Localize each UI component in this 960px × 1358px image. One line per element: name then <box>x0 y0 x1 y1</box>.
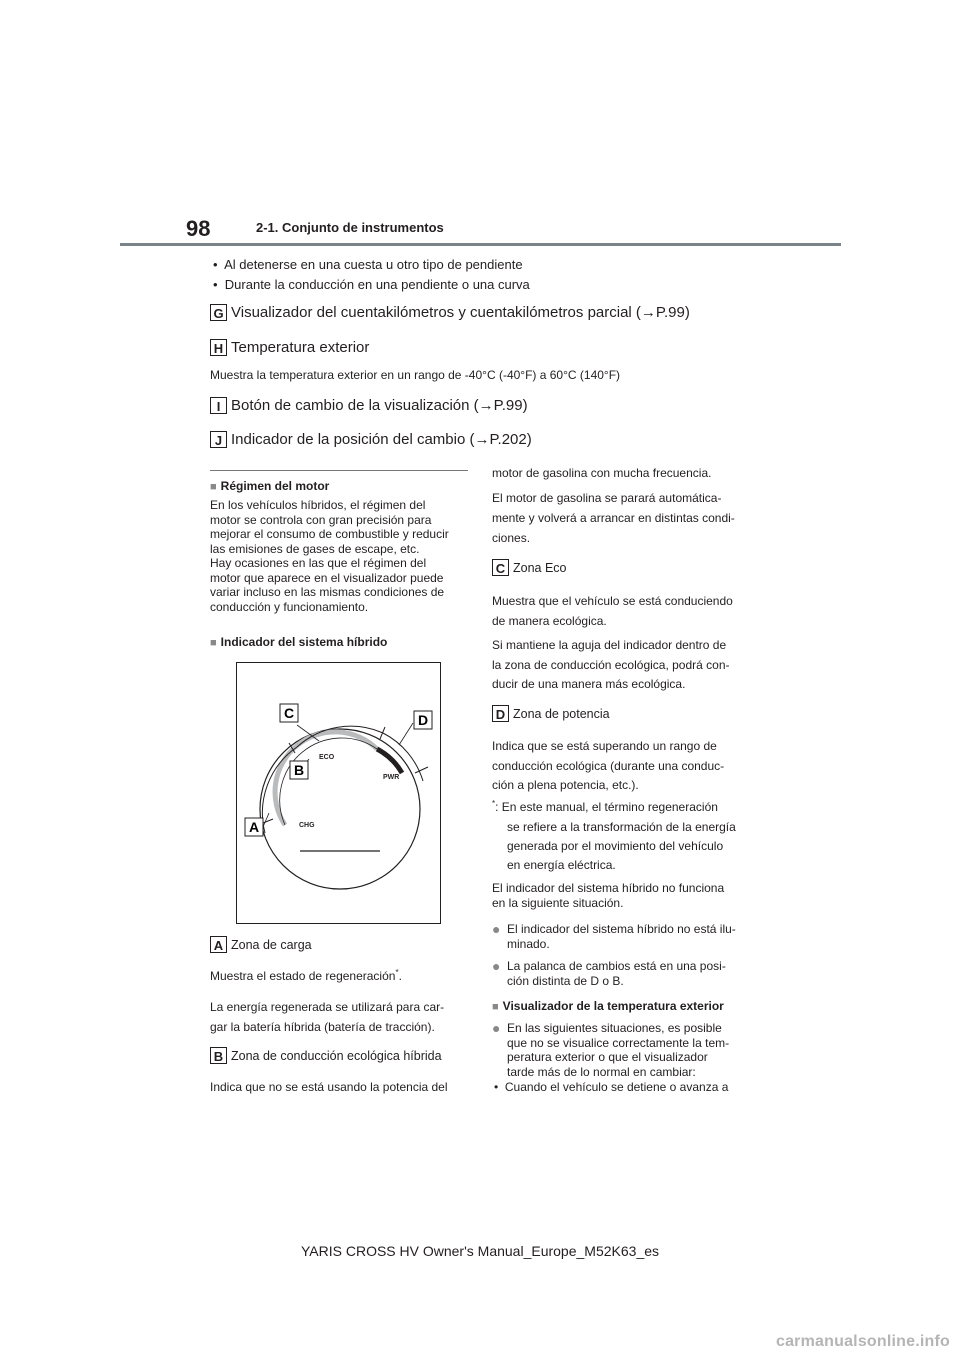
footnote-line3: generada por el movimiento del vehículo <box>507 839 724 853</box>
circle-bullet-icon: ● <box>492 1020 501 1036</box>
manual-footer: YARIS CROSS HV Owner's Manual_Europe_M52K63_es <box>300 1243 660 1259</box>
zone-c-line5: ducir de una manera más ecológica. <box>492 677 686 691</box>
page-number: 98 <box>186 216 211 241</box>
hybrid-title: ■ Indicador del sistema híbrido <box>210 635 388 649</box>
top-bullet-1: • Al detenerse en una cuesta u otro tipo de pendiente <box>213 257 523 272</box>
circle-bullet-icon: ● <box>492 958 501 974</box>
chg-label: CHG <box>299 822 315 829</box>
key-i: I <box>210 397 227 414</box>
eco-label: ECO <box>319 754 335 761</box>
pwr-label: PWR <box>383 774 400 781</box>
key-h: H <box>210 339 227 356</box>
right-line4: ciones. <box>492 531 531 545</box>
temp-title: ■ Visualizador de la temperatura exterior <box>492 999 724 1013</box>
zone-c-line3: Si mantiene la aguja del indicador dentro de <box>492 638 727 652</box>
zone-a-line2: gar la batería híbrida (batería de tracción). <box>210 1020 435 1034</box>
item-g: G Visualizador del cuentakilómetros y cuentakilómetros parcial (→P.99) <box>210 304 690 322</box>
footnote-line2: se refiere a la transformación de la energía <box>507 820 736 834</box>
item-h: H Temperatura exterior <box>210 339 369 357</box>
footnote-line4: en energía eléctrica. <box>507 858 616 872</box>
diagram-key-b: B <box>293 762 305 778</box>
right-line1: motor de gasolina con mucha frecuencia. <box>492 466 712 480</box>
zone-c-line1: Muestra que el vehículo se está conduciendo <box>492 594 733 608</box>
zone-d: D Zona de potencia <box>492 706 754 723</box>
zone-d-line1: Indica que se está superando un rango de <box>492 739 717 753</box>
item-h-desc: Muestra la temperatura exterior en un rango de -40°C (-40°F) a 60°C (140°F) <box>210 368 621 382</box>
right-line3: mente y volverá a arrancar en distintas condi- <box>492 511 735 525</box>
hybrid-note: El indicador del sistema híbrido no funciona en la siguiente situación. <box>492 881 725 910</box>
zone-c: C Zona Eco <box>492 560 754 577</box>
zone-d-line2: conducción ecológica (durante una conduc- <box>492 759 725 773</box>
header-divider <box>120 243 841 246</box>
square-bullet-icon: ■ <box>210 481 217 493</box>
diagram-key-a: A <box>248 819 260 835</box>
zone-c-line2: de manera ecológica. <box>492 614 607 628</box>
watermark: carmanualsonline.info <box>775 1333 950 1350</box>
section-title: 2-1. Conjunto de instrumentos <box>256 220 444 235</box>
key-g: G <box>210 304 227 321</box>
zone-b: B Zona de conducción ecológica híbrida <box>210 1048 470 1065</box>
engine-title: ■ Régimen del motor <box>210 479 330 493</box>
item-j: J Indicador de la posición del cambio (→P.202) <box>210 431 532 449</box>
zone-a: A Zona de carga <box>210 937 470 954</box>
zone-c-line4: la zona de conducción ecológica, podrá con- <box>492 658 730 672</box>
sub-bullet: • Cuando el vehículo se detiene o avanza a <box>494 1080 729 1094</box>
top-bullet-2: • Durante la conducción en una pendiente o una curva <box>213 277 530 292</box>
zone-b-line1: Indica que no se está usando la potencia del <box>210 1080 448 1094</box>
circle-bullet-icon: ● <box>492 921 501 937</box>
item-i: I Botón de cambio de la visualización (→P.99) <box>210 397 528 415</box>
key-b: B <box>210 1047 227 1064</box>
zone-a-line1: La energía regenerada se utilizará para car- <box>210 1000 445 1014</box>
column-divider <box>210 470 468 471</box>
square-bullet-icon: ■ <box>492 1001 499 1013</box>
diagram-key-d: D <box>417 712 429 728</box>
key-d: D <box>492 705 509 722</box>
hybrid-indicator-diagram <box>236 662 441 924</box>
diagram-key-c: C <box>283 705 295 721</box>
hybrid-indicator-svg <box>237 663 440 923</box>
key-a: A <box>210 936 227 953</box>
key-j: J <box>210 431 227 448</box>
zone-d-line3: ción a plena potencia, etc.). <box>492 778 639 792</box>
key-c: C <box>492 559 509 576</box>
right-line2: El motor de gasolina se parará automática- <box>492 491 722 505</box>
footnote-line1: *: En este manual, el término regeneración <box>492 799 718 814</box>
square-bullet-icon: ■ <box>210 637 217 649</box>
zone-a-desc: Muestra el estado de regeneración*. <box>210 968 402 983</box>
engine-paragraph: En los vehículos híbridos, el régimen del motor se controla con gran precisión para mejorar el consumo de combustible y reducir las emisiones de gases de escape, etc. Hay ocasiones en las que el régimen del motor que aparece en el visualizador puede variar incluso en las mismas condiciones de conducción y funcionamiento. <box>210 498 449 614</box>
